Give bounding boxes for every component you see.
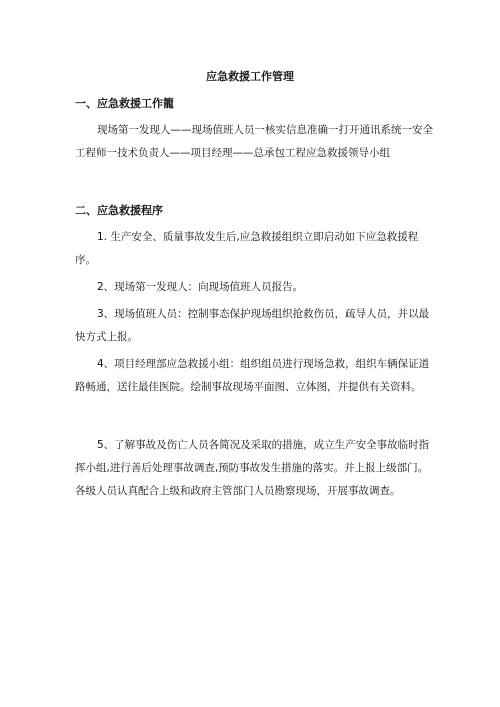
paragraph-step-4: 4、项目经理部应急救援小组：组织组员进行现场急救，组织车辆保证道路畅通，送往最佳医院。绘制事故现场平面图、立体图，并提供有关资料。 bbox=[75, 358, 430, 393]
paragraph-step-3: 3、现场值班人员：控制事态保护现场组织抢救伤员，疏导人员，并以最快方式上报。 bbox=[75, 308, 430, 343]
paragraph-step-5: 5、了解事故及伤亡人员各简况及采取的措施，成立生产安全事故临时指挥小组,进行善后处理事故调查,预防事故发生措施的落实。并上报上级部门。各级人员认真配合上级和政府主管部门人员勘察现场，开展事故调查。 bbox=[75, 439, 430, 497]
section-heading-procedure: 二、应急救援程序 bbox=[75, 204, 163, 217]
paragraph-workflow: 现场第一发现人——现场值班人员一核实信息准确一打开通讯系统一安全工程师一技术负责人——项目经理——总承包工程应急救援领导小组 bbox=[75, 124, 433, 159]
paragraph-step-1: 1. 生产安全、质量事故发生后,应急救援组织立即启动如下应急救援程序。 bbox=[75, 231, 419, 266]
document-title: 应急救援工作管理 bbox=[206, 70, 294, 83]
section-heading-workflow: 一、应急救援工作籠 bbox=[75, 97, 174, 110]
paragraph-step-2: 2、现场第一发现人：向现场值班人员报告。 bbox=[97, 281, 304, 293]
